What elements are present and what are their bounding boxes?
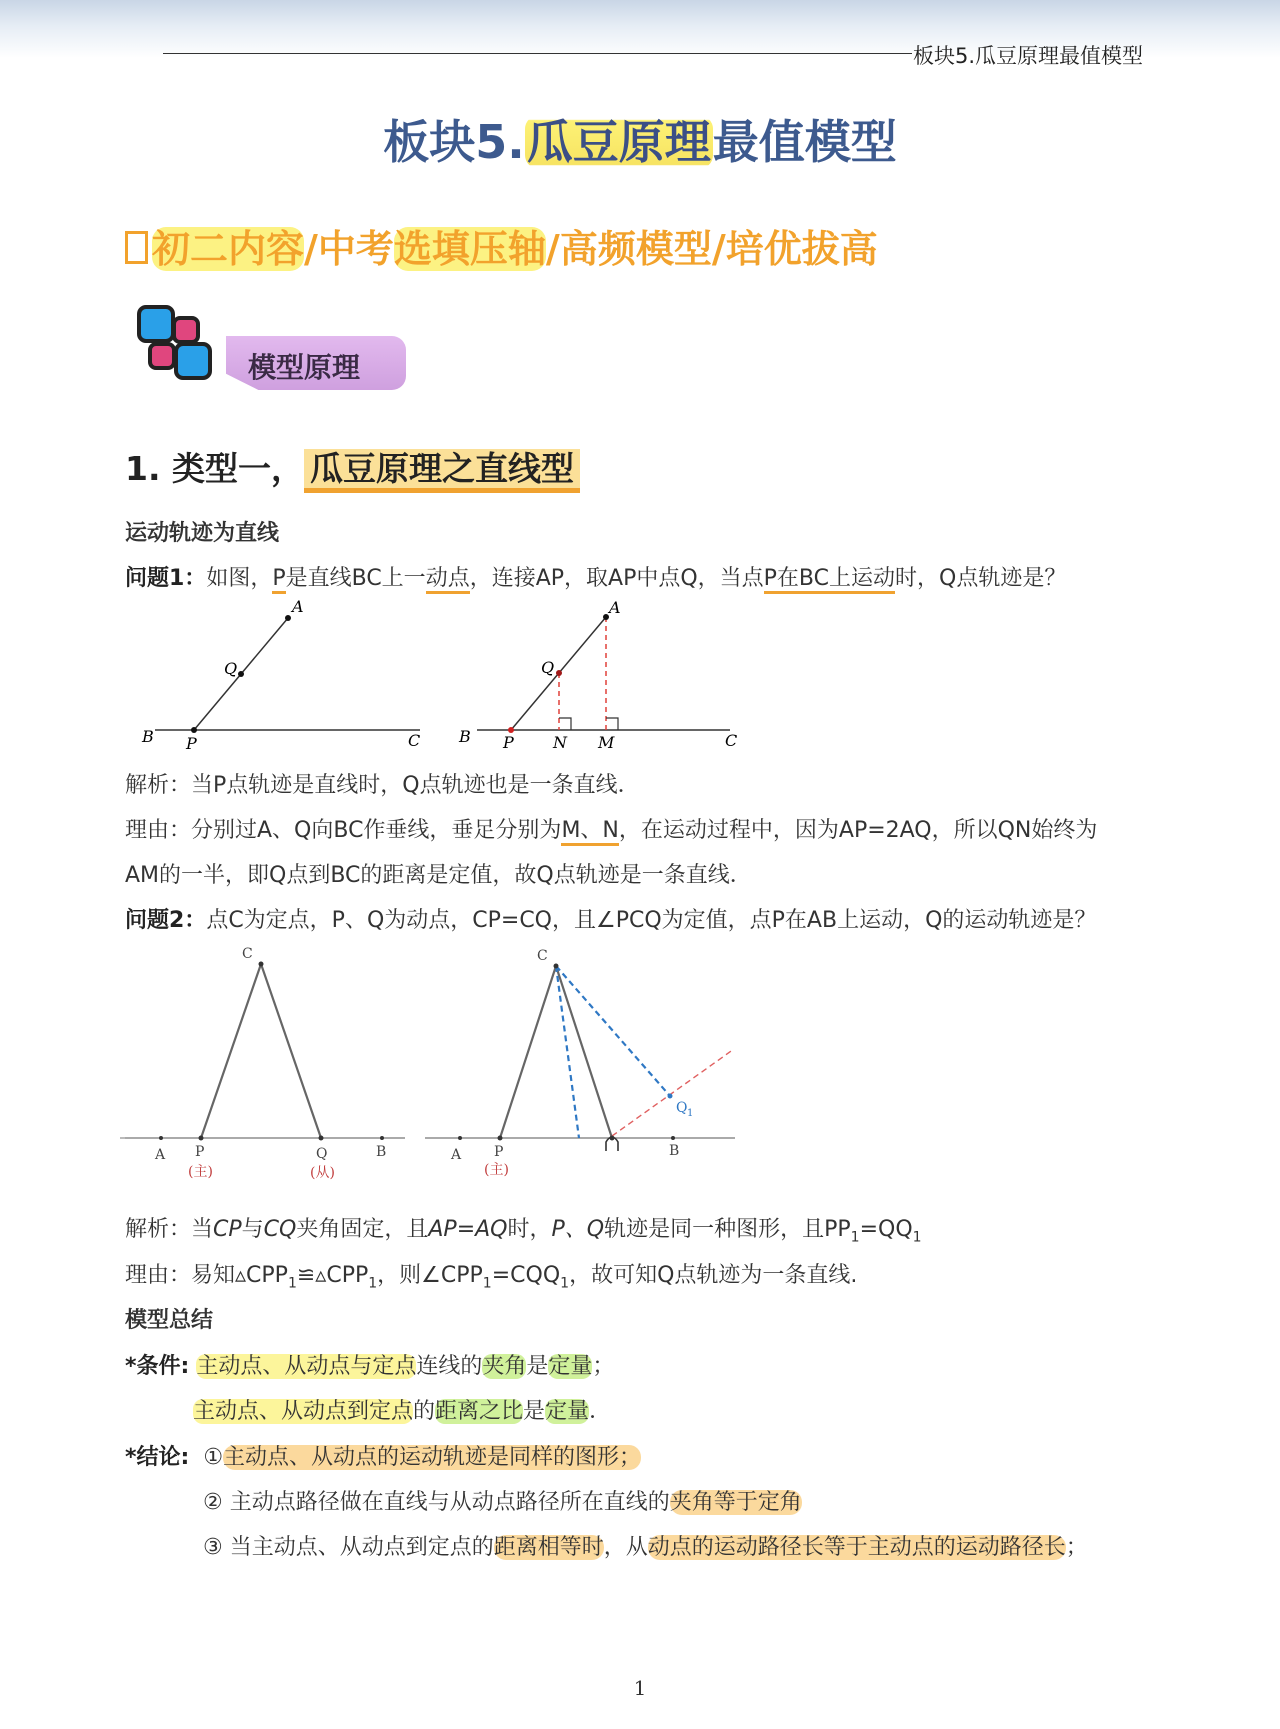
model-blocks-icon [136,304,216,386]
label-cong: (从) [310,1165,335,1181]
c2-a: 主动点、从动点到定点 [193,1399,414,1424]
sub-1: 1 [850,1229,860,1246]
c1-b: 连线的 [416,1354,483,1379]
label-M: M [598,733,615,752]
conclusion-label: *结论: [125,1445,190,1470]
c2-f: ． [589,1399,612,1424]
conclusion-3 [203,1530,1088,1561]
r3-text-e: ； [1065,1535,1088,1560]
label-A: A [155,1147,166,1163]
analysis-1: 解析：当P点轨迹是直线时，Q点轨迹也是一条直线． [125,773,640,798]
sub-1: 1 [287,1275,297,1292]
condition-2 [193,1394,611,1425]
r2-text-a: ② 主动点路径做在直线与从动点路径所在直线的 [203,1490,670,1515]
label-P: P [195,1144,205,1160]
section-number: 1. 类型一， [125,449,304,488]
q1-label: 问题1： [125,566,207,591]
r1-text: 主动点、从动点的运动轨迹是同样的图形； [223,1445,642,1470]
c2-c: 距离之比 [435,1399,524,1424]
r2-text-d: =CQQ [491,1263,561,1288]
label-C: C [242,946,253,962]
label-zhu: (主) [188,1164,213,1180]
a2-cp: CP [213,1217,242,1242]
title-part1: 板块5. [383,115,525,169]
sub-1: 1 [560,1275,570,1292]
sub-1: 1 [912,1229,922,1246]
c1-d: 是 [526,1354,549,1379]
reason-1-b: ，在运动过程中，因为AP=2AQ，所以QN始终为 [618,818,1098,843]
r2-text-a: 理由：易知▵CPP [125,1263,288,1288]
reason-1-mn: M、N [561,818,618,846]
question-2 [125,903,1096,934]
q1-text-3: 是直线BC上一 [285,566,426,591]
q2-text: 点C为定点，P、Q为动点，CP=CQ，且∠PCQ为定值，点P在AB上运动，Q的运动轨迹是？ [206,908,1097,933]
section-name: 瓜豆原理之直线型 [304,449,580,493]
c2-d: 是 [523,1399,546,1424]
c1-e: 定量 [548,1354,593,1379]
label-P: P [503,733,514,752]
figure-2-left [120,940,420,1190]
label-Q1: Q [676,1100,688,1116]
label-Q: Q [541,658,555,677]
a2-cq: CQ [263,1217,297,1242]
q1-text-moving-point: 动点 [426,566,470,594]
header-rule [163,53,912,54]
checkbox-square-icon [125,231,148,264]
subtitle-part2: 选填压轴 [393,227,546,271]
condition-label: *条件: [125,1354,190,1379]
r2-text-b: 夹角等于定角 [669,1490,802,1515]
label-Q1-sub: 1 [687,1108,694,1119]
q1-text-p: P [272,566,285,594]
label-A: A [292,597,304,616]
label-Q: Q [316,1146,328,1162]
sub-1: 1 [368,1275,378,1292]
title-part3: 最值模型 [712,115,897,169]
a2-pq: P、Q [551,1217,605,1242]
sub-1: 1 [482,1275,492,1292]
conclusion-2 [203,1485,802,1516]
subtitle [125,218,878,273]
figure-1-left [130,596,440,756]
running-title: 板块5.瓜豆原理最值模型 [913,44,1144,68]
reason-1-a: 理由：分别过A、Q向BC作垂线，垂足分别为 [125,818,562,843]
a2-text-c: 夹角固定，且 [296,1217,429,1242]
label-B: B [669,1143,680,1159]
r1-num: ① [203,1445,224,1470]
figure-1-right [455,596,755,756]
q2-label: 问题2： [125,908,207,933]
page-number: 1 [633,1676,647,1700]
c2-b: 的 [413,1399,436,1424]
r2-text-c: ，则∠CPP [377,1263,483,1288]
analysis-2 [125,1212,922,1245]
q1-text-p-moves: P在BC上运动 [764,566,895,594]
reason-1-cont: AM的一半，即Q点到BC的距离是定值，故Q点轨迹是一条直线． [125,863,752,888]
badge-label: 模型原理 [248,351,361,384]
r3-text-a: ③ 当主动点、从动点到定点的 [203,1535,494,1560]
a2-eq: AP=AQ [428,1217,508,1242]
label-B: B [376,1144,387,1160]
c1-a: 主动点、从动点与定点 [196,1354,417,1379]
q1-text-7: 时，Q点轨迹是？ [895,566,1067,591]
subtitle-sep1: /中考 [304,227,394,271]
label-Q: Q [224,659,238,678]
a2-text-a: 解析：当 [125,1217,214,1242]
label-C: C [725,731,738,750]
q1-text-1: 如图， [206,566,273,591]
section-heading [125,443,580,490]
subtitle-sep2: / [545,227,560,271]
r2-text-b: ≌▵CPP [296,1263,369,1288]
reason-1 [125,813,1097,844]
label-zhu: (主) [484,1162,509,1178]
label-A: A [609,598,621,617]
subtitle-part3: 高频模型 [559,227,712,271]
subtitle-part1: 初二内容 [152,227,305,271]
label-P: P [186,734,197,753]
question-1 [125,561,1066,592]
conclusion-1 [125,1440,641,1471]
label-A: A [451,1147,462,1163]
a2-text-f: =QQ [859,1217,913,1242]
r3-text-d: 动点的运动路径长等于主动点的运动路径长 [647,1535,1066,1560]
page-title [0,106,1280,172]
title-part2: 瓜豆原理 [526,115,711,169]
label-C: C [537,948,548,964]
q1-text-5: ，连接AP，取AP中点Q，当点 [469,566,764,591]
a2-text-b: 与 [241,1217,264,1242]
c2-e: 定量 [545,1399,590,1424]
figure-2-right [420,940,750,1190]
trajectory-heading: 运动轨迹为直线 [125,521,280,546]
c1-f: ； [592,1354,615,1379]
label-B: B [459,727,471,746]
a2-text-d: 时， [507,1217,552,1242]
reason-2 [125,1258,857,1291]
label-C: C [408,731,421,750]
subtitle-sep3: /培优拔高 [711,227,878,271]
condition-1 [125,1349,614,1380]
r3-text-c: ，从 [603,1535,648,1560]
r3-text-b: 距离相等时 [493,1535,604,1560]
label-P: P [494,1144,504,1160]
r2-text-e: ，故可知Q点轨迹为一条直线. [569,1263,858,1288]
label-B: B [142,727,154,746]
a2-text-e: 轨迹是同一种图形，且PP [604,1217,851,1242]
summary-heading: 模型总结 [125,1308,214,1333]
c1-c: 夹角 [482,1354,527,1379]
label-N: N [553,733,567,752]
